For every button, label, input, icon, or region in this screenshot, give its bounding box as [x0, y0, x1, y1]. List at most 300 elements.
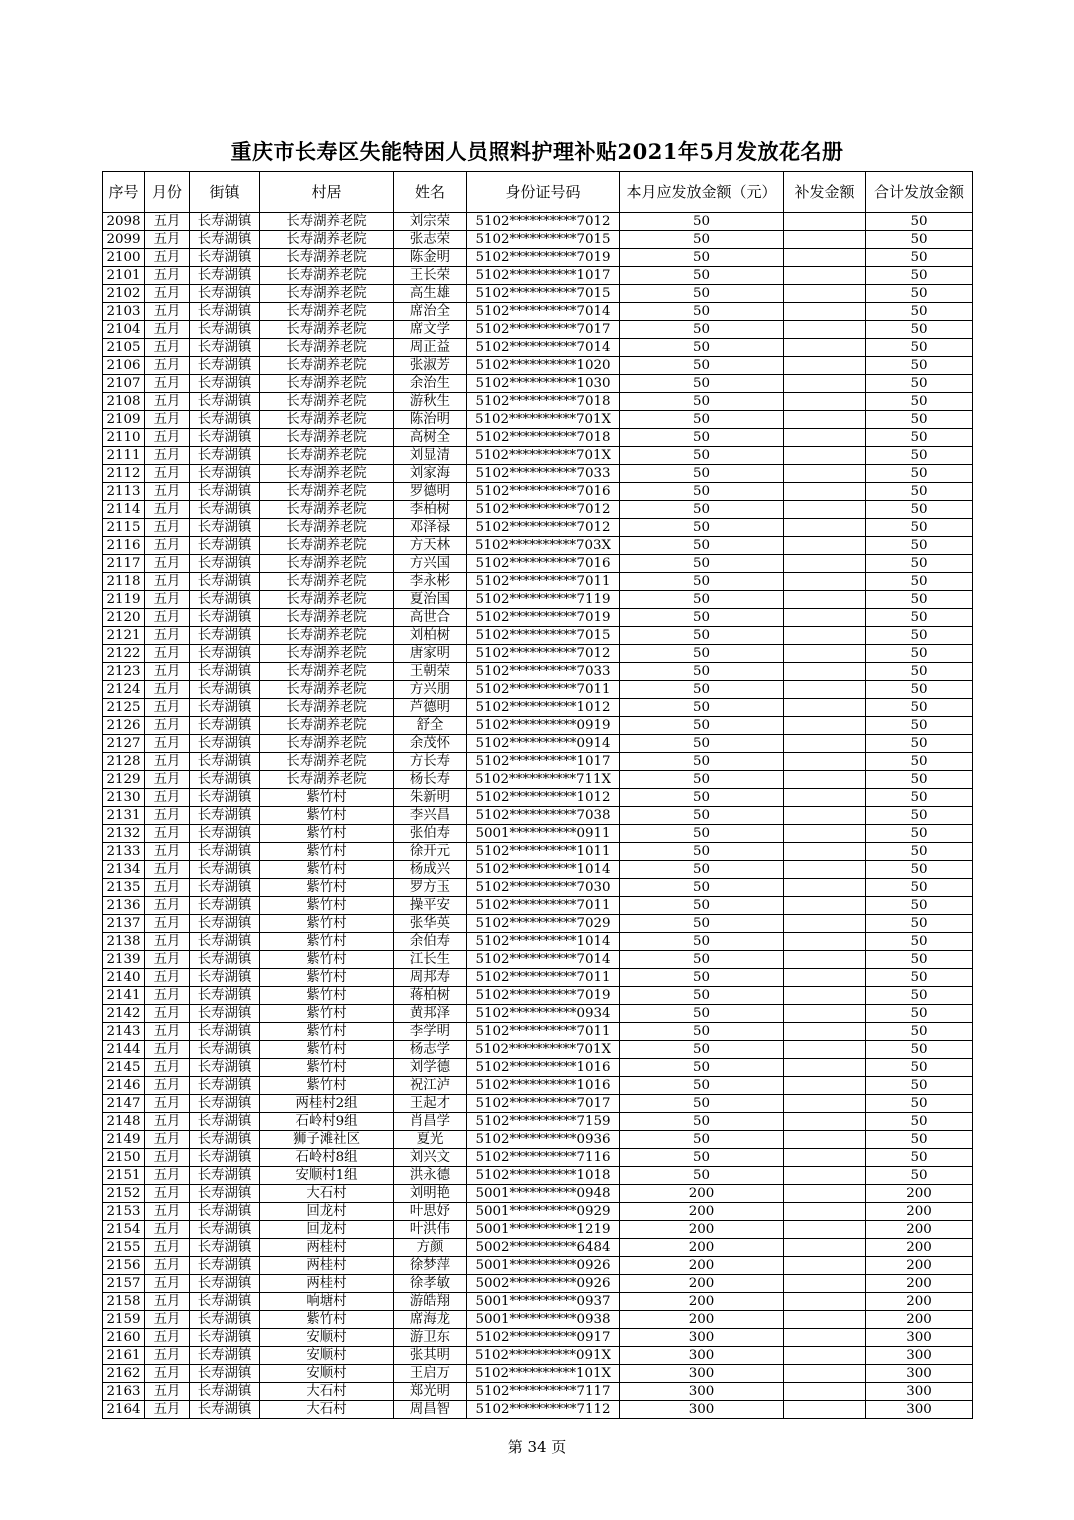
cell-id-number: 5102**********7011	[467, 573, 620, 591]
cell-month: 五月	[145, 1401, 190, 1419]
cell-town: 长寿湖镇	[190, 1383, 260, 1401]
cell-supplement	[784, 915, 866, 933]
cell-month: 五月	[145, 393, 190, 411]
cell-month: 五月	[145, 213, 190, 231]
cell-town: 长寿湖镇	[190, 267, 260, 285]
cell-monthly-amount: 50	[620, 681, 784, 699]
cell-total: 200	[866, 1293, 973, 1311]
cell-month: 五月	[145, 1329, 190, 1347]
cell-village: 回龙村	[260, 1221, 394, 1239]
cell-town: 长寿湖镇	[190, 663, 260, 681]
cell-name: 刘宗荣	[394, 213, 467, 231]
cell-monthly-amount: 50	[620, 1095, 784, 1113]
cell-total: 50	[866, 861, 973, 879]
cell-total: 50	[866, 843, 973, 861]
cell-town: 长寿湖镇	[190, 519, 260, 537]
cell-monthly-amount: 200	[620, 1239, 784, 1257]
cell-name: 杨成兴	[394, 861, 467, 879]
cell-supplement	[784, 951, 866, 969]
cell-village: 回龙村	[260, 1203, 394, 1221]
col-header-monthly-amount: 本月应发放金额（元）	[620, 172, 784, 213]
cell-name: 李柏树	[394, 501, 467, 519]
cell-month: 五月	[145, 411, 190, 429]
cell-id-number: 5102**********1014	[467, 861, 620, 879]
cell-total: 50	[866, 627, 973, 645]
cell-town: 长寿湖镇	[190, 1203, 260, 1221]
cell-supplement	[784, 375, 866, 393]
cell-village: 长寿湖养老院	[260, 591, 394, 609]
cell-name: 游卫东	[394, 1329, 467, 1347]
cell-village: 紫竹村	[260, 807, 394, 825]
cell-total: 50	[866, 501, 973, 519]
cell-name: 肖昌学	[394, 1113, 467, 1131]
cell-village: 紫竹村	[260, 825, 394, 843]
table-row	[103, 231, 973, 249]
cell-village: 紫竹村	[260, 1311, 394, 1329]
cell-village: 两桂村2组	[260, 1095, 394, 1113]
cell-town: 长寿湖镇	[190, 609, 260, 627]
cell-supplement	[784, 1113, 866, 1131]
cell-monthly-amount: 50	[620, 789, 784, 807]
cell-id-number: 5102**********1016	[467, 1077, 620, 1095]
table-row	[103, 771, 973, 789]
cell-town: 长寿湖镇	[190, 1149, 260, 1167]
table-row	[103, 303, 973, 321]
cell-supplement	[784, 1059, 866, 1077]
table-row	[103, 1257, 973, 1275]
cell-monthly-amount: 50	[620, 933, 784, 951]
cell-total: 50	[866, 609, 973, 627]
cell-id-number: 5001**********0938	[467, 1311, 620, 1329]
cell-month: 五月	[145, 303, 190, 321]
cell-total: 50	[866, 555, 973, 573]
cell-total: 50	[866, 483, 973, 501]
table-row	[103, 753, 973, 771]
cell-monthly-amount: 50	[620, 231, 784, 249]
cell-index: 2151	[103, 1167, 145, 1185]
cell-name: 叶洪伟	[394, 1221, 467, 1239]
cell-monthly-amount: 50	[620, 537, 784, 555]
cell-index: 2154	[103, 1221, 145, 1239]
cell-monthly-amount: 50	[620, 1023, 784, 1041]
cell-village: 安顺村	[260, 1329, 394, 1347]
cell-month: 五月	[145, 789, 190, 807]
cell-index: 2102	[103, 285, 145, 303]
cell-town: 长寿湖镇	[190, 861, 260, 879]
cell-id-number: 5001**********0911	[467, 825, 620, 843]
cell-village: 长寿湖养老院	[260, 681, 394, 699]
cell-index: 2108	[103, 393, 145, 411]
cell-village: 长寿湖养老院	[260, 573, 394, 591]
cell-total: 50	[866, 933, 973, 951]
cell-town: 长寿湖镇	[190, 465, 260, 483]
cell-name: 刘兴文	[394, 1149, 467, 1167]
cell-name: 游皓翔	[394, 1293, 467, 1311]
cell-supplement	[784, 735, 866, 753]
cell-supplement	[784, 213, 866, 231]
cell-total: 50	[866, 807, 973, 825]
cell-town: 长寿湖镇	[190, 807, 260, 825]
cell-index: 2136	[103, 897, 145, 915]
cell-village: 紫竹村	[260, 915, 394, 933]
cell-supplement	[784, 843, 866, 861]
cell-id-number: 5102**********101X	[467, 1365, 620, 1383]
cell-name: 祝江泸	[394, 1077, 467, 1095]
cell-index: 2141	[103, 987, 145, 1005]
cell-id-number: 5102**********7116	[467, 1149, 620, 1167]
cell-supplement	[784, 591, 866, 609]
cell-supplement	[784, 501, 866, 519]
cell-name: 张其明	[394, 1347, 467, 1365]
table-row	[103, 1329, 973, 1347]
cell-town: 长寿湖镇	[190, 1275, 260, 1293]
cell-month: 五月	[145, 447, 190, 465]
cell-name: 余伯寿	[394, 933, 467, 951]
cell-supplement	[784, 573, 866, 591]
table-row	[103, 663, 973, 681]
cell-month: 五月	[145, 609, 190, 627]
cell-village: 长寿湖养老院	[260, 537, 394, 555]
cell-town: 长寿湖镇	[190, 537, 260, 555]
cell-index: 2144	[103, 1041, 145, 1059]
cell-monthly-amount: 50	[620, 555, 784, 573]
col-header-supplement: 补发金额	[784, 172, 866, 213]
cell-name: 张志荣	[394, 231, 467, 249]
table-row	[103, 1023, 973, 1041]
cell-village: 紫竹村	[260, 1023, 394, 1041]
cell-village: 石岭村8组	[260, 1149, 394, 1167]
cell-name: 罗方玉	[394, 879, 467, 897]
cell-id-number: 5102**********1011	[467, 843, 620, 861]
cell-village: 长寿湖养老院	[260, 717, 394, 735]
cell-name: 操平安	[394, 897, 467, 915]
table-row	[103, 969, 973, 987]
cell-monthly-amount: 50	[620, 303, 784, 321]
cell-town: 长寿湖镇	[190, 969, 260, 987]
cell-name: 舒全	[394, 717, 467, 735]
cell-supplement	[784, 1005, 866, 1023]
cell-town: 长寿湖镇	[190, 1401, 260, 1419]
table-row	[103, 1113, 973, 1131]
table-row	[103, 1167, 973, 1185]
cell-total: 50	[866, 825, 973, 843]
cell-index: 2128	[103, 753, 145, 771]
cell-id-number: 5102**********1030	[467, 375, 620, 393]
cell-id-number: 5102**********7018	[467, 429, 620, 447]
cell-village: 长寿湖养老院	[260, 321, 394, 339]
cell-name: 方颜	[394, 1239, 467, 1257]
cell-name: 方兴国	[394, 555, 467, 573]
cell-name: 周正益	[394, 339, 467, 357]
cell-index: 2134	[103, 861, 145, 879]
cell-id-number: 5002**********6484	[467, 1239, 620, 1257]
cell-total: 300	[866, 1401, 973, 1419]
cell-index: 2155	[103, 1239, 145, 1257]
table-row	[103, 447, 973, 465]
cell-index: 2140	[103, 969, 145, 987]
table-row	[103, 1347, 973, 1365]
cell-id-number: 5102**********1018	[467, 1167, 620, 1185]
cell-supplement	[784, 807, 866, 825]
cell-monthly-amount: 300	[620, 1329, 784, 1347]
cell-town: 长寿湖镇	[190, 1077, 260, 1095]
cell-month: 五月	[145, 645, 190, 663]
cell-index: 2100	[103, 249, 145, 267]
cell-town: 长寿湖镇	[190, 375, 260, 393]
cell-supplement	[784, 609, 866, 627]
cell-name: 芦德明	[394, 699, 467, 717]
cell-supplement	[784, 1257, 866, 1275]
cell-total: 50	[866, 519, 973, 537]
cell-index: 2126	[103, 717, 145, 735]
cell-id-number: 5102**********7011	[467, 681, 620, 699]
cell-total: 50	[866, 465, 973, 483]
cell-name: 徐孝敏	[394, 1275, 467, 1293]
cell-total: 50	[866, 699, 973, 717]
cell-village: 安顺村	[260, 1365, 394, 1383]
cell-name: 王起才	[394, 1095, 467, 1113]
cell-month: 五月	[145, 1221, 190, 1239]
cell-monthly-amount: 200	[620, 1275, 784, 1293]
cell-town: 长寿湖镇	[190, 681, 260, 699]
cell-id-number: 5102**********7015	[467, 285, 620, 303]
cell-month: 五月	[145, 1113, 190, 1131]
cell-supplement	[784, 1275, 866, 1293]
cell-supplement	[784, 789, 866, 807]
cell-id-number: 5102**********7029	[467, 915, 620, 933]
cell-supplement	[784, 429, 866, 447]
cell-id-number: 5102**********7012	[467, 645, 620, 663]
cell-supplement	[784, 645, 866, 663]
table-row	[103, 375, 973, 393]
cell-village: 长寿湖养老院	[260, 429, 394, 447]
cell-index: 2132	[103, 825, 145, 843]
cell-month: 五月	[145, 501, 190, 519]
cell-index: 2123	[103, 663, 145, 681]
cell-index: 2114	[103, 501, 145, 519]
cell-month: 五月	[145, 537, 190, 555]
cell-village: 长寿湖养老院	[260, 393, 394, 411]
table-row	[103, 1401, 973, 1419]
cell-index: 2129	[103, 771, 145, 789]
cell-index: 2125	[103, 699, 145, 717]
cell-name: 徐梦萍	[394, 1257, 467, 1275]
cell-town: 长寿湖镇	[190, 1311, 260, 1329]
cell-town: 长寿湖镇	[190, 321, 260, 339]
cell-town: 长寿湖镇	[190, 429, 260, 447]
roster-table	[102, 171, 973, 1419]
cell-town: 长寿湖镇	[190, 1041, 260, 1059]
cell-supplement	[784, 987, 866, 1005]
cell-month: 五月	[145, 1185, 190, 1203]
cell-index: 2133	[103, 843, 145, 861]
cell-supplement	[784, 339, 866, 357]
cell-id-number: 5102**********7012	[467, 501, 620, 519]
cell-index: 2113	[103, 483, 145, 501]
table-row	[103, 1095, 973, 1113]
cell-total: 300	[866, 1383, 973, 1401]
cell-index: 2110	[103, 429, 145, 447]
cell-supplement	[784, 1401, 866, 1419]
cell-index: 2116	[103, 537, 145, 555]
cell-month: 五月	[145, 1311, 190, 1329]
cell-town: 长寿湖镇	[190, 897, 260, 915]
col-header-town: 街镇	[190, 172, 260, 213]
cell-month: 五月	[145, 1167, 190, 1185]
cell-town: 长寿湖镇	[190, 1059, 260, 1077]
cell-village: 长寿湖养老院	[260, 447, 394, 465]
cell-month: 五月	[145, 1077, 190, 1095]
cell-index: 2130	[103, 789, 145, 807]
cell-name: 蒋柏树	[394, 987, 467, 1005]
table-row	[103, 1365, 973, 1383]
cell-id-number: 5001**********0948	[467, 1185, 620, 1203]
cell-monthly-amount: 200	[620, 1257, 784, 1275]
table-row	[103, 879, 973, 897]
cell-monthly-amount: 50	[620, 321, 784, 339]
cell-town: 长寿湖镇	[190, 555, 260, 573]
cell-id-number: 5102**********7019	[467, 987, 620, 1005]
cell-supplement	[784, 519, 866, 537]
cell-village: 长寿湖养老院	[260, 375, 394, 393]
cell-name: 夏治国	[394, 591, 467, 609]
cell-month: 五月	[145, 285, 190, 303]
cell-town: 长寿湖镇	[190, 1347, 260, 1365]
cell-monthly-amount: 50	[620, 447, 784, 465]
cell-name: 罗德明	[394, 483, 467, 501]
cell-town: 长寿湖镇	[190, 1185, 260, 1203]
table-row	[103, 951, 973, 969]
table-row	[103, 1149, 973, 1167]
cell-village: 大石村	[260, 1185, 394, 1203]
table-row	[103, 249, 973, 267]
cell-monthly-amount: 50	[620, 1149, 784, 1167]
cell-month: 五月	[145, 1005, 190, 1023]
cell-supplement	[784, 1329, 866, 1347]
cell-town: 长寿湖镇	[190, 591, 260, 609]
table-row	[103, 789, 973, 807]
cell-supplement	[784, 357, 866, 375]
cell-village: 紫竹村	[260, 951, 394, 969]
cell-index: 2112	[103, 465, 145, 483]
cell-total: 300	[866, 1365, 973, 1383]
cell-name: 方兴朋	[394, 681, 467, 699]
cell-id-number: 5102**********0934	[467, 1005, 620, 1023]
cell-month: 五月	[145, 465, 190, 483]
cell-village: 紫竹村	[260, 987, 394, 1005]
cell-month: 五月	[145, 753, 190, 771]
cell-monthly-amount: 50	[620, 861, 784, 879]
cell-monthly-amount: 200	[620, 1311, 784, 1329]
cell-month: 五月	[145, 915, 190, 933]
cell-name: 王启万	[394, 1365, 467, 1383]
cell-name: 杨长寿	[394, 771, 467, 789]
cell-month: 五月	[145, 231, 190, 249]
table-row	[103, 735, 973, 753]
col-header-village: 村居	[260, 172, 394, 213]
table-row	[103, 861, 973, 879]
cell-total: 50	[866, 231, 973, 249]
table-row	[103, 933, 973, 951]
cell-id-number: 5001**********0929	[467, 1203, 620, 1221]
cell-monthly-amount: 300	[620, 1365, 784, 1383]
cell-village: 长寿湖养老院	[260, 519, 394, 537]
cell-index: 2160	[103, 1329, 145, 1347]
cell-index: 2127	[103, 735, 145, 753]
cell-monthly-amount: 50	[620, 825, 784, 843]
cell-total: 50	[866, 717, 973, 735]
cell-id-number: 5102**********7014	[467, 303, 620, 321]
cell-id-number: 5102**********1012	[467, 789, 620, 807]
cell-town: 长寿湖镇	[190, 1239, 260, 1257]
table-row	[103, 519, 973, 537]
table-row	[103, 825, 973, 843]
cell-month: 五月	[145, 321, 190, 339]
cell-supplement	[784, 771, 866, 789]
cell-id-number: 5102**********7019	[467, 249, 620, 267]
cell-id-number: 5102**********7014	[467, 339, 620, 357]
cell-month: 五月	[145, 1293, 190, 1311]
table-row	[103, 591, 973, 609]
cell-supplement	[784, 1383, 866, 1401]
cell-id-number: 5102**********0914	[467, 735, 620, 753]
cell-index: 2104	[103, 321, 145, 339]
cell-monthly-amount: 300	[620, 1347, 784, 1365]
cell-total: 50	[866, 537, 973, 555]
cell-id-number: 5102**********7014	[467, 951, 620, 969]
cell-monthly-amount: 300	[620, 1383, 784, 1401]
cell-month: 五月	[145, 897, 190, 915]
cell-total: 50	[866, 411, 973, 429]
table-row	[103, 213, 973, 231]
table-row	[103, 843, 973, 861]
table-row	[103, 555, 973, 573]
cell-monthly-amount: 50	[620, 285, 784, 303]
cell-village: 紫竹村	[260, 1005, 394, 1023]
cell-month: 五月	[145, 483, 190, 501]
table-row	[103, 807, 973, 825]
cell-town: 长寿湖镇	[190, 1005, 260, 1023]
cell-total: 200	[866, 1257, 973, 1275]
cell-total: 50	[866, 897, 973, 915]
cell-town: 长寿湖镇	[190, 1221, 260, 1239]
cell-id-number: 5102**********1020	[467, 357, 620, 375]
cell-supplement	[784, 1203, 866, 1221]
cell-index: 2107	[103, 375, 145, 393]
table-row	[103, 483, 973, 501]
cell-supplement	[784, 285, 866, 303]
cell-village: 长寿湖养老院	[260, 357, 394, 375]
cell-month: 五月	[145, 1257, 190, 1275]
cell-index: 2163	[103, 1383, 145, 1401]
cell-total: 50	[866, 789, 973, 807]
cell-total: 50	[866, 429, 973, 447]
table-row	[103, 627, 973, 645]
cell-id-number: 5102**********711X	[467, 771, 620, 789]
cell-name: 唐家明	[394, 645, 467, 663]
cell-total: 50	[866, 1077, 973, 1095]
cell-town: 长寿湖镇	[190, 627, 260, 645]
cell-village: 长寿湖养老院	[260, 609, 394, 627]
cell-index: 2157	[103, 1275, 145, 1293]
cell-month: 五月	[145, 1347, 190, 1365]
cell-village: 长寿湖养老院	[260, 663, 394, 681]
cell-id-number: 5102**********0936	[467, 1131, 620, 1149]
cell-village: 两桂村	[260, 1239, 394, 1257]
cell-town: 长寿湖镇	[190, 357, 260, 375]
cell-village: 长寿湖养老院	[260, 213, 394, 231]
table-row	[103, 645, 973, 663]
